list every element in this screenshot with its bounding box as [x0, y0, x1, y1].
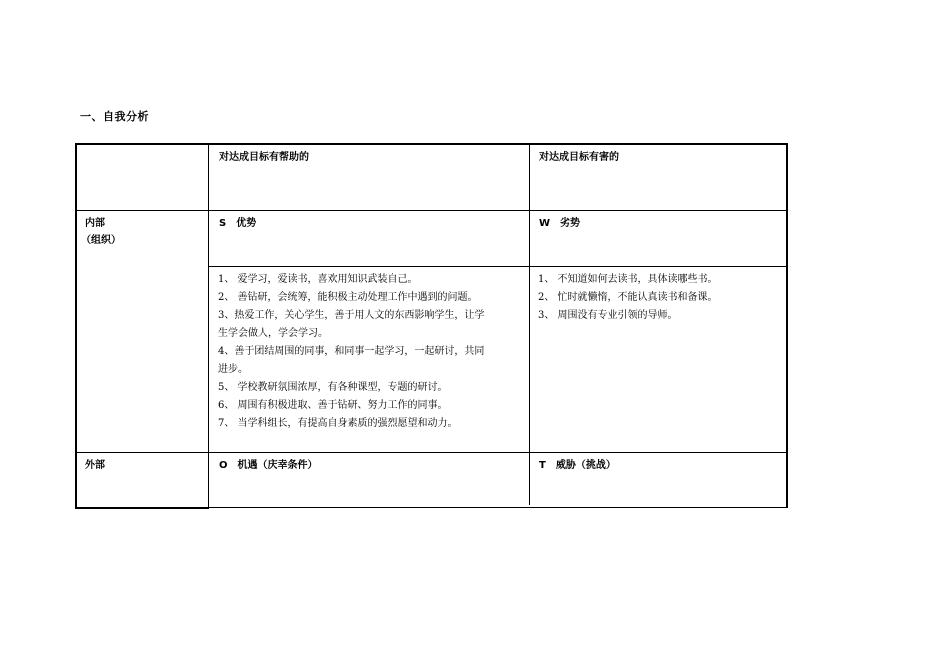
column-divider-1 — [208, 143, 209, 509]
strength-item: 1、 爱学习，爱读书，喜欢用知识武装自己。 — [218, 274, 418, 285]
swot-table — [75, 143, 788, 508]
weaknesses-list — [538, 271, 718, 325]
strength-item: 生学会做人，学会学习。 — [218, 328, 328, 339]
threats-title: T 威胁（挑战） — [539, 460, 616, 471]
weakness-item: 3、 周围没有专业引领的导师。 — [538, 310, 678, 321]
header-helpful: 对达成目标有帮助的 — [219, 152, 309, 163]
strengths-title: S 优势 — [219, 218, 257, 229]
weakness-item: 1、 不知道如何去读书，具体读哪些书。 — [538, 274, 718, 285]
weaknesses-title: W 劣势 — [539, 218, 581, 229]
strength-item: 进步。 — [218, 364, 248, 375]
table-border-bottom-right — [209, 507, 788, 508]
weakness-item: 2、 忙时就懒惰，不能认真读书和备课。 — [538, 292, 718, 303]
strength-item: 4、善于团结周围的同事，和同事一起学习，一起研讨，共同 — [218, 346, 485, 357]
strength-item: 5、 学校教研氛围浓厚，有各种课型，专题的研讨。 — [218, 382, 448, 393]
external-label: 外部 — [85, 460, 105, 471]
strength-item: 2、 善钻研，会统筹，能积极主动处理工作中遇到的问题。 — [218, 292, 478, 303]
internal-label: 内部 — [85, 218, 105, 229]
strength-item: 7、 当学科组长，有提高自身素质的强烈愿望和动力。 — [218, 418, 458, 429]
table-border-bottom-left — [75, 507, 209, 509]
strength-item: 3、热爱工作，关心学生，善于用人文的东西影响学生，让学 — [218, 310, 485, 321]
opportunities-title: O 机遇（庆幸条件） — [219, 460, 318, 471]
section-title: 一、自我分析 — [80, 110, 149, 123]
internal-sublabel: （组织） — [81, 235, 121, 246]
table-border-top — [75, 143, 788, 145]
row-divider-2 — [209, 266, 788, 267]
row-divider-3 — [75, 452, 788, 453]
strengths-list — [218, 271, 484, 433]
column-divider-2 — [529, 143, 530, 505]
strength-item: 6、 周围有积极进取、善于钻研、努力工作的同事。 — [218, 400, 448, 411]
table-border-right — [786, 143, 788, 508]
row-divider-1 — [75, 210, 788, 211]
header-harmful: 对达成目标有害的 — [539, 152, 619, 163]
table-border-left — [75, 143, 77, 509]
